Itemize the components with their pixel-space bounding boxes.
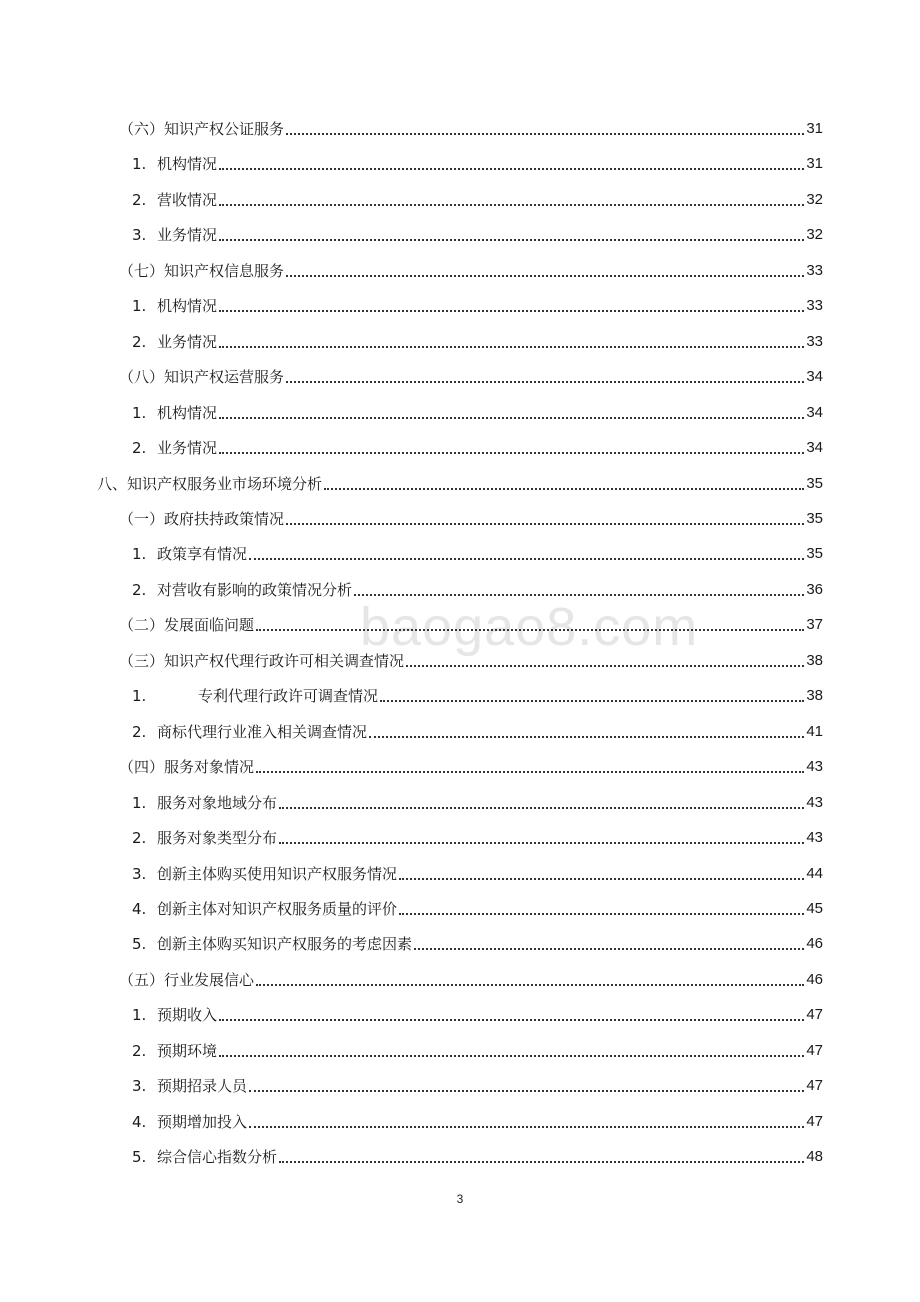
toc-entry-label: （五）行业发展信心 [119,970,255,989]
toc-dot-leader [324,488,804,490]
toc-entry-page: 36 [806,580,823,598]
toc-entry[interactable] [0,218,920,244]
toc-entry-number: 1. [132,1006,147,1025]
toc-entry[interactable] [0,1034,920,1060]
toc-entry[interactable] [0,679,920,705]
toc-dot-leader [279,1161,804,1163]
toc-entry-page: 47 [806,1041,823,1059]
toc-entry[interactable] [0,1105,920,1131]
toc-entry-page: 37 [806,616,823,634]
toc-entry-label: （一）政府扶持政策情况 [119,510,285,528]
toc-entry-number: 4. [132,899,147,918]
toc-entry-label: 对营收有影响的政策情况分析 [157,580,353,599]
toc-entry-page: 31 [806,120,823,137]
toc-entry[interactable] [0,325,920,351]
toc-entry-number: 1. [132,403,147,422]
toc-dot-leader [380,700,804,702]
toc-dot-leader [219,452,804,454]
toc-entry-label: （四）服务对象情况 [119,758,255,777]
page-number: 3 [456,1192,464,1206]
toc-dot-leader [219,204,804,206]
toc-entry-page: 45 [806,899,823,917]
toc-entry-label: （八）知识产权运营服务 [119,368,285,387]
toc-entry-label: 机构情况 [157,297,218,316]
toc-entry-number: 5. [132,935,147,954]
toc-entry[interactable] [0,467,920,493]
toc-entry-page: 34 [806,368,823,386]
toc-entry-page: 35 [806,545,823,563]
toc-dot-leader [286,133,804,135]
toc-entry[interactable] [0,750,920,776]
toc-entry-page: 43 [806,793,823,811]
toc-entry[interactable] [0,147,920,173]
toc-dot-leader [399,878,804,880]
toc-dot-leader [354,594,804,596]
toc-entry-label: 综合信心指数分析 [157,1148,278,1167]
toc-dot-leader [286,381,804,383]
toc-entry-number: 1. [132,793,147,812]
toc-dot-leader [219,168,804,170]
toc-dot-leader [406,665,804,667]
toc-dot-leader [256,984,804,986]
toc-entry-number: 3. [132,1077,147,1096]
toc-entry-label: 营收情况 [157,190,218,209]
toc-dot-leader [219,310,804,312]
toc-entry-page: 41 [806,722,823,740]
toc-dot-leader [414,948,804,950]
toc-dot-leader [286,275,804,277]
toc-entry[interactable] [0,1069,920,1095]
toc-entry[interactable] [0,786,920,812]
toc-entry-label: 创新主体购买知识产权服务的考虑因素 [157,935,413,954]
toc-entry-label: （七）知识产权信息服务 [119,261,285,280]
toc-entry[interactable] [0,502,920,528]
toc-entry-number: 2. [132,722,147,741]
toc-entry-label: 预期招录人员 [157,1077,248,1096]
toc-dot-leader [256,629,804,631]
toc-entry[interactable] [0,821,920,847]
toc-entry-label: 八、知识产权服务业市场环境分析 [97,474,323,493]
toc-entry[interactable] [0,608,920,634]
toc-dot-leader [219,417,804,419]
toc-entry-label: 机构情况 [157,155,218,174]
toc-dot-leader [279,807,804,809]
toc-entry-page: 44 [806,864,823,882]
toc-entry-label: 业务情况 [157,332,218,351]
toc-entry-label: 服务对象地域分布 [157,793,278,812]
toc-entry[interactable] [0,183,920,209]
toc-dot-leader [399,913,804,915]
toc-entry-page: 32 [806,190,823,208]
toc-entry-page: 33 [806,332,823,350]
toc-entry-page: 48 [806,1148,823,1166]
toc-entry-label: 预期收入 [157,1006,218,1025]
toc-entry-label: 专利代理行政许可调查情况 [198,687,379,706]
toc-entry-number: 2. [132,439,147,458]
toc-entry-number: 2. [132,190,147,209]
toc-entry-label: 政策享有情况 [157,545,248,564]
toc-entry-label: 预期增加投入 [157,1112,248,1131]
toc-entry-label: （六）知识产权公证服务 [119,120,285,138]
toc-entry[interactable] [0,644,920,670]
toc-entry-page: 47 [806,1077,823,1095]
toc-dot-leader [256,771,804,773]
toc-entry-number: 2. [132,332,147,351]
toc-dot-leader [249,558,804,560]
toc-dot-leader [219,1055,804,1057]
toc-entry-page: 47 [806,1006,823,1024]
toc-entry[interactable] [0,857,920,883]
toc-entry[interactable] [0,963,920,989]
toc-dot-leader [219,239,804,241]
toc-entry-number: 1. [132,545,147,564]
toc-entry-page: 43 [806,829,823,846]
toc-entry-page: 38 [806,687,823,705]
toc-entry-label: 服务对象类型分布 [157,829,278,847]
toc-dot-leader [249,1126,804,1128]
toc-entry[interactable] [0,396,920,422]
toc-entry[interactable] [0,998,920,1024]
toc-entry[interactable] [0,715,920,741]
toc-entry-label: 业务情况 [157,439,218,458]
toc-entry[interactable] [0,537,920,563]
toc-entry[interactable] [0,927,920,953]
toc-entry-number: 3. [132,226,147,245]
toc-entry[interactable] [0,892,920,918]
toc-entry-number: 2. [132,580,147,599]
toc-entry-label: （二）发展面临问题 [119,616,255,635]
toc-entry-page: 38 [806,651,823,669]
toc-entry-label: 创新主体对知识产权服务质量的评价 [157,899,398,918]
toc-entry-number: 1. [132,155,147,174]
toc-entry[interactable] [0,289,920,315]
toc-entry-label: （三）知识产权代理行政许可相关调查情况 [119,651,405,670]
toc-entry-label: 预期环境 [157,1041,218,1060]
toc-entry-page: 46 [806,970,823,988]
toc-entry[interactable] [0,254,920,280]
toc-dot-leader [249,1090,804,1092]
toc-entry-number: 1. [132,297,147,316]
toc-entry-page: 35 [806,510,823,527]
toc-entry-number: 3. [132,864,147,883]
toc-entry-page: 43 [806,758,823,776]
toc-dot-leader [219,346,804,348]
toc-entry-page: 46 [806,935,823,953]
toc-entry-number: 2. [132,829,147,847]
toc-entry-page: 34 [806,439,823,457]
toc-entry-label: 业务情况 [157,226,218,245]
toc-entry-page: 33 [806,297,823,315]
toc-entry-number: 5. [132,1148,147,1167]
toc-dot-leader [279,842,804,844]
toc-dot-leader [369,736,804,738]
toc-dot-leader [219,1019,804,1021]
watermark: baogao8.com [360,597,699,657]
toc-entry-page: 33 [806,261,823,279]
toc-entry-label: 创新主体购买使用知识产权服务情况 [157,864,398,883]
toc-entry[interactable] [0,431,920,457]
toc-entry-number: 1. [132,687,147,706]
toc-entry-page: 47 [806,1112,823,1130]
toc-entry-number: 4. [132,1112,147,1131]
toc-entry[interactable] [0,112,920,138]
toc-entry-page: 34 [806,403,823,421]
toc-entry-page: 35 [806,474,823,492]
toc-dot-leader [286,523,804,525]
toc-entry-label: 商标代理行业准入相关调查情况 [157,722,368,741]
toc-entry[interactable] [0,360,920,386]
toc-entry-page: 31 [806,155,823,173]
toc-entry[interactable] [0,573,920,599]
toc-entry-label: 机构情况 [157,403,218,422]
toc-entry[interactable] [0,1140,920,1166]
toc-entry-page: 32 [806,226,823,244]
toc-entry-number: 2. [132,1041,147,1060]
